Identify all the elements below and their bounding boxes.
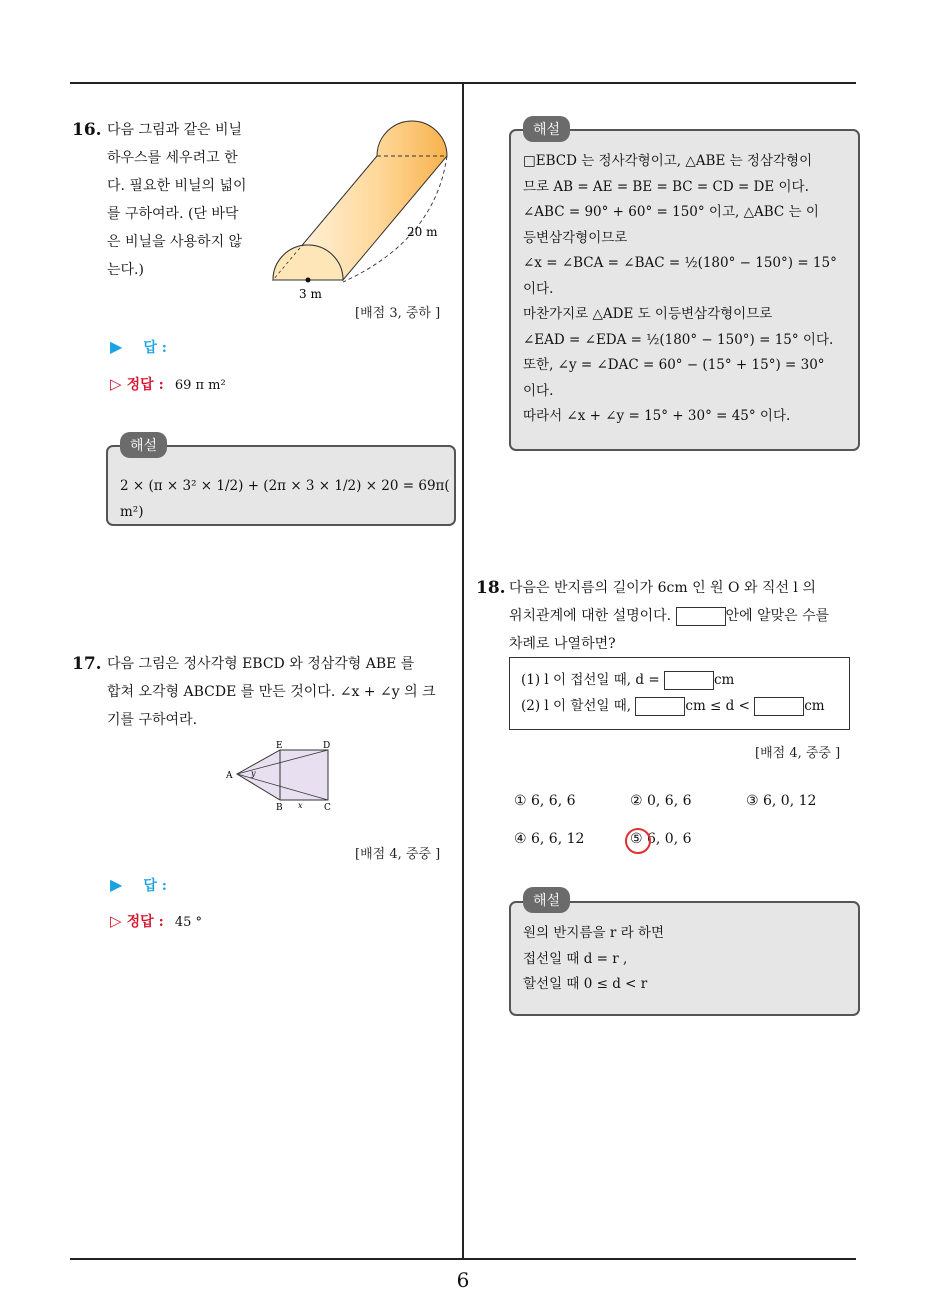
- choice-3[interactable]: ③ 6, 0, 12: [746, 793, 817, 809]
- correct-label: 정답 :: [126, 914, 164, 930]
- explanation-tag: 해설: [523, 116, 570, 142]
- outline-triangle-icon: ▷: [110, 375, 122, 393]
- condition-line: [521, 667, 825, 693]
- explanation-line: 등변삼각형이므로: [523, 229, 628, 246]
- angle-label: x: [298, 801, 303, 810]
- question-17: [72, 650, 457, 734]
- page-number: 6: [456, 1268, 470, 1292]
- correct-answer-row: [110, 911, 202, 931]
- bottom-rule: [70, 1258, 856, 1260]
- condition-text: cm: [713, 672, 735, 688]
- explanation-line: 따라서 ∠x + ∠y = 15° + 30° = 45° 이다.: [523, 408, 791, 424]
- play-triangle-icon: ▶: [110, 337, 123, 356]
- answer-row[interactable]: [110, 337, 167, 357]
- score-tag: [배점 4, 중중 ]: [355, 847, 441, 862]
- explanation-tag: 해설: [120, 432, 167, 458]
- question-text-line: 차례로 나열하면?: [509, 636, 616, 652]
- explanation-line: 접선일 때 d = r ,: [523, 950, 628, 967]
- selected-circle-mark: [625, 828, 651, 854]
- condition-text: cm: [804, 698, 825, 714]
- question-text-part: 위치관계에 대한 설명이다.: [509, 608, 672, 624]
- question-text-line: [509, 602, 861, 630]
- explanation-line: 또한, ∠y = ∠DAC = 60° − (15° + 15°) = 30°: [523, 357, 825, 373]
- explanation-tag: 해설: [523, 887, 570, 913]
- question-text-line: 를 구하여라. (단 바닥: [107, 206, 239, 222]
- question-number: 17.: [72, 654, 102, 674]
- condition-text: cm ≤ d <: [685, 698, 750, 714]
- question-text-line: 은 비닐을 사용하지 않: [107, 234, 243, 250]
- score-tag: [배점 3, 중하 ]: [355, 306, 441, 321]
- choice-5[interactable]: ⑤ 6, 0, 6: [630, 831, 692, 847]
- correct-value: 45 °: [174, 915, 203, 930]
- explanation-line: □EBCD 는 정사각형이고, △ABE 는 정삼각형이: [523, 153, 813, 169]
- choice-2[interactable]: ② 0, 6, 6: [630, 793, 692, 809]
- question-18: [476, 574, 861, 658]
- answer-label: 답 :: [143, 878, 167, 894]
- pentagon-figure: [225, 738, 340, 813]
- question-text-line: 다. 필요한 비닐의 넓이: [107, 178, 247, 194]
- length-label: 20 m: [407, 225, 438, 239]
- question-text-line: 다음 그림은 정사각형 EBCD 와 정삼각형 ABE 를: [107, 656, 415, 672]
- choice-1[interactable]: ① 6, 6, 6: [514, 793, 576, 809]
- question-number: 16.: [72, 120, 102, 140]
- question-text-line: 다음 그림과 같은 비닐: [107, 122, 243, 138]
- explanation-line: 할선일 때 0 ≤ d < r: [523, 976, 648, 992]
- explanation-line: 므로 AB = AE = BE = BC = CD = DE 이다.: [523, 178, 809, 195]
- vertex-label: C: [324, 803, 331, 813]
- explanation-line: ∠ABC = 90° + 60° = 150° 이고, △ABC 는 이: [523, 204, 819, 220]
- explanation-line: 마찬가지로 △ADE 도 이등변삼각형이므로: [523, 306, 773, 322]
- correct-label: 정답 :: [126, 377, 164, 393]
- half-cylinder-figure: [265, 120, 455, 305]
- radius-label: 3 m: [299, 287, 322, 301]
- outline-triangle-icon: ▷: [110, 912, 122, 930]
- explanation-line: ∠EAD = ∠EDA = ½(180° − 150°) = 15° 이다.: [523, 331, 834, 348]
- condition-line: [521, 693, 825, 719]
- question-text-line: 하우스를 세우려고 한: [107, 150, 238, 166]
- explanation-box: [509, 129, 860, 451]
- blank-box: [676, 607, 726, 626]
- blank-box: [754, 697, 804, 716]
- condition-text: (1) l 이 접선일 때, d =: [521, 672, 660, 688]
- blank-box: [635, 697, 685, 716]
- angle-label: y: [251, 769, 256, 778]
- correct-answer-row: [110, 374, 226, 394]
- question-text-line: 합쳐 오각형 ABCDE 를 만든 것이다. ∠x + ∠y 의 크: [107, 684, 436, 700]
- question-number: 18.: [476, 578, 506, 598]
- blank-box: [664, 671, 714, 690]
- question-text-part: 안에 알맞은 수를: [725, 608, 830, 624]
- answer-row[interactable]: [110, 875, 167, 895]
- question-16: [72, 116, 262, 284]
- question-text-line: 기를 구하여라.: [107, 712, 198, 728]
- vertex-label: E: [276, 741, 283, 751]
- explanation-line: 이다.: [523, 280, 554, 297]
- column-divider: [462, 83, 464, 1260]
- explanation-text: 2 × (π × 3² × 1/2) + (2π × 3 × 1/2) × 20 = 69π( m²): [120, 478, 450, 520]
- vertex-label: A: [226, 771, 233, 781]
- condition-frame: [509, 657, 850, 730]
- vertex-label: B: [276, 803, 283, 813]
- explanation-line: ∠x = ∠BCA = ∠BAC = ½(180° − 150°) = 15°: [523, 255, 837, 271]
- explanation-line: 원의 반지름을 r 라 하면: [523, 925, 664, 941]
- question-text-line: 는다.): [107, 262, 144, 278]
- vertex-label: D: [323, 741, 331, 751]
- explanation-line: 이다.: [523, 382, 554, 399]
- condition-text: (2) l 이 할선일 때,: [521, 698, 632, 714]
- choice-4[interactable]: ④ 6, 6, 12: [514, 831, 585, 847]
- question-text-line: 다음은 반지름의 길이가 6cm 인 원 O 와 직선 l 의: [509, 580, 816, 596]
- score-tag: [배점 4, 중중 ]: [755, 746, 841, 761]
- explanation-box: [509, 901, 860, 1016]
- play-triangle-icon: ▶: [110, 875, 123, 894]
- correct-value: 69 π m²: [174, 378, 226, 393]
- answer-label: 답 :: [143, 340, 167, 356]
